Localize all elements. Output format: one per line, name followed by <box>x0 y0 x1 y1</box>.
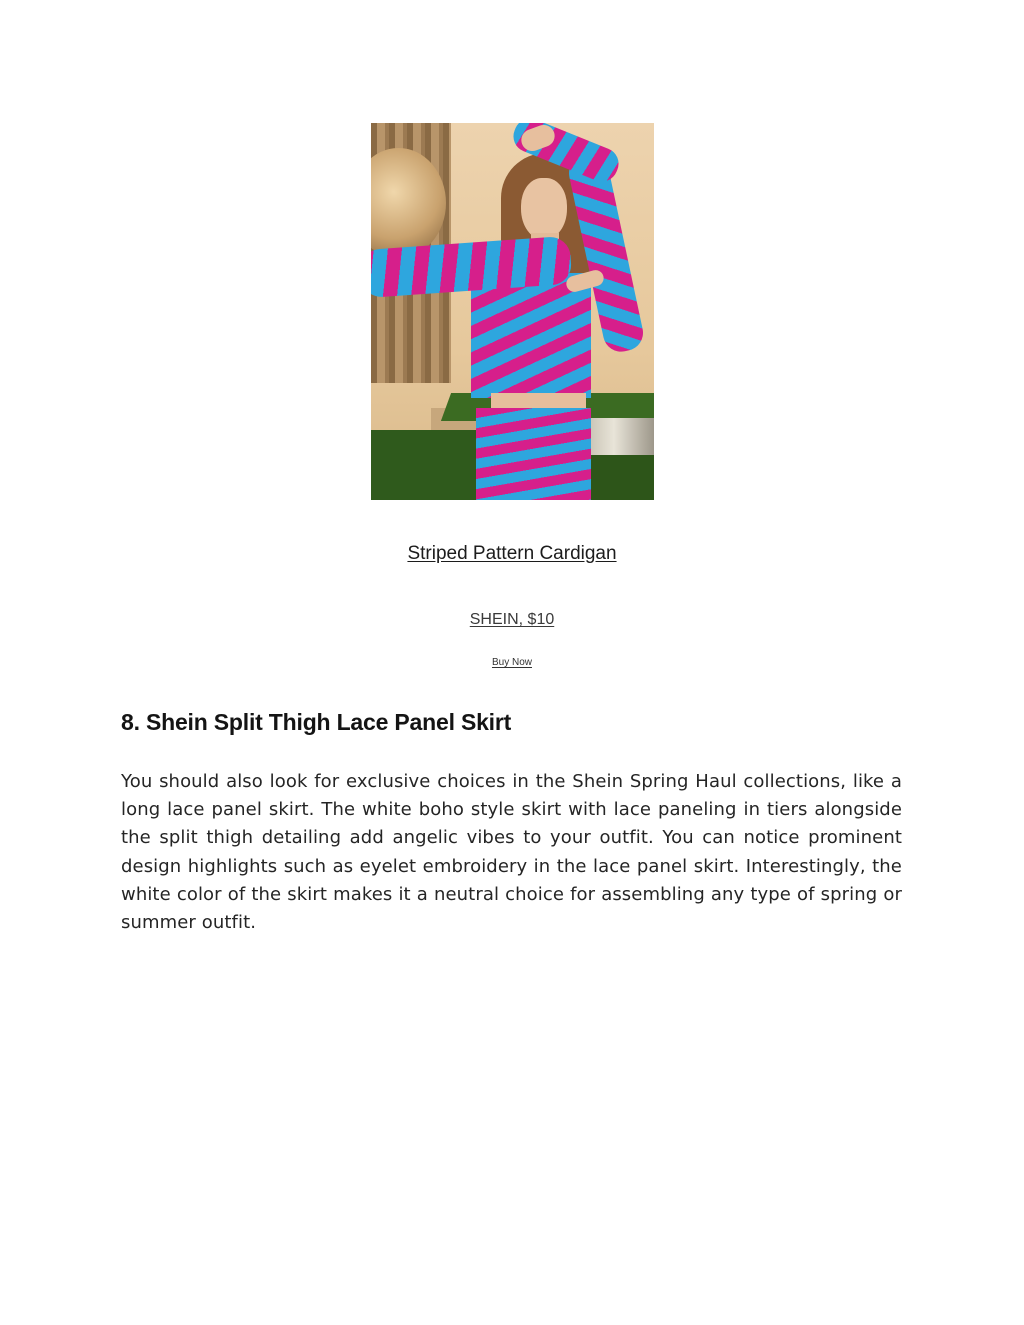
image-grass-floor-right <box>584 455 654 500</box>
section-paragraph: You should also look for exclusive choices in the Shein Spring Haul collections, like a long lace panel skirt. The white boho style skirt with lace paneling in tiers alongside the split thigh detailing add angelic vibes to your outfit. You can notice prominent design highlights such as eyelet embroidery in the lace panel skirt. Interestingly, the white color of the skirt makes it a neutral choice for assembling any type of spring or summer outfit. <box>121 771 902 934</box>
image-model-face <box>521 178 567 240</box>
image-striped-skirt <box>476 408 591 500</box>
store-price-link[interactable]: SHEIN, $10 <box>469 611 555 628</box>
section-heading: 8. Shein Split Thigh Lace Panel Skirt <box>121 709 512 735</box>
product-store-price <box>0 610 1024 630</box>
product-title-link[interactable]: Striped Pattern Cardigan <box>407 543 617 564</box>
image-grass-floor-left <box>371 430 481 500</box>
buy-now <box>0 656 1024 670</box>
product-title <box>0 542 1024 566</box>
product-image[interactable] <box>371 123 654 500</box>
buy-now-link[interactable]: Buy Now <box>491 657 532 668</box>
